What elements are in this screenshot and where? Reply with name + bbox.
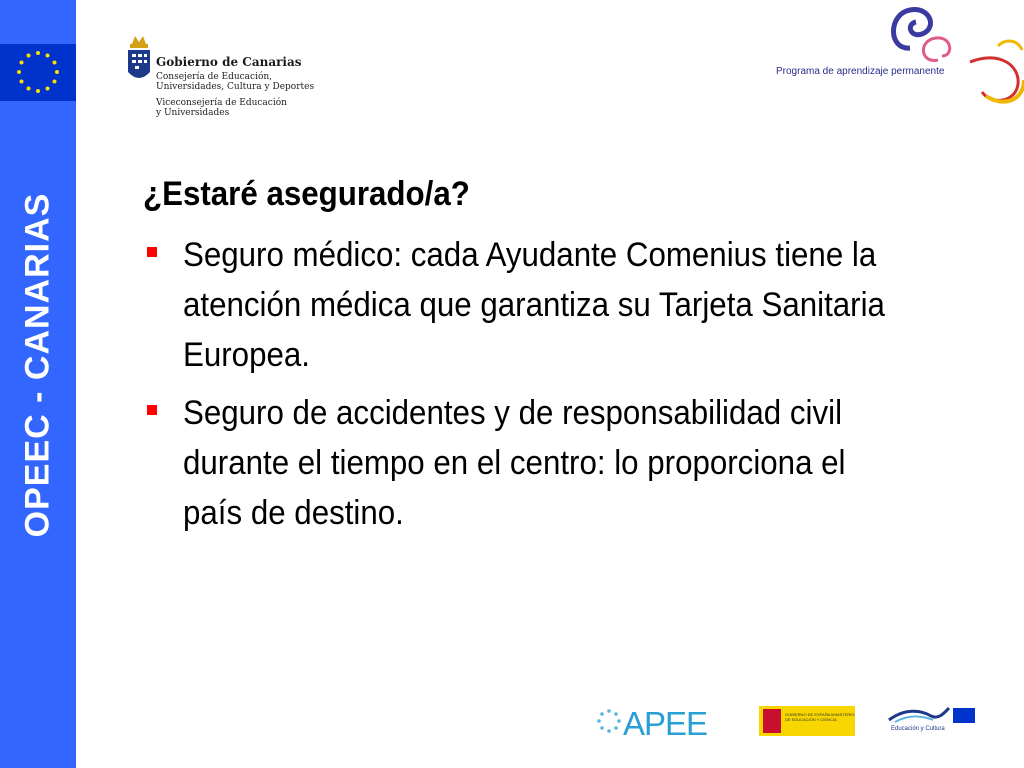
bullet-item — [143, 388, 963, 538]
gov-vice-department: Viceconsejería de Educación y Universidades — [156, 98, 287, 118]
bullet-text: Seguro médico: cada Ayudante Comenius tiene la atención médica que garantiza su Tarjeta Sanitaria Europea. — [183, 236, 885, 374]
sidebar-title: OPEEC - CANARIAS — [18, 192, 57, 538]
ministerio-logo — [759, 706, 855, 736]
edu-text: Educación y Cultura — [891, 726, 945, 732]
bullet-item — [143, 230, 963, 380]
bullet-square-icon — [147, 405, 157, 415]
wave-icon — [887, 702, 951, 726]
slide-heading: ¿Estaré asegurado/a? — [143, 175, 470, 213]
eu-flag-icon — [0, 44, 76, 101]
gov-title: Gobierno de Canarias — [156, 55, 302, 69]
educacion-cultura-logo — [887, 702, 977, 738]
gov-department: Consejería de Educación, Universidades, Cultura y Deportes — [156, 72, 315, 92]
sidebar — [0, 0, 76, 768]
slide-content — [143, 170, 963, 546]
bullet-square-icon — [147, 247, 157, 257]
apee-dots-icon — [595, 707, 623, 737]
eu-flag-small-icon — [953, 708, 975, 723]
canarias-emblem-icon — [124, 34, 154, 94]
programa-logo — [770, 0, 1024, 110]
ministerio-text: GOBIERNO DE ESPAÑA MINISTERIO DE EDUCACIÓN Y CIENCIA — [785, 712, 855, 722]
gobierno-canarias-logo — [124, 34, 344, 124]
spain-shield-icon — [763, 709, 781, 733]
program-text: Programa de aprendizaje permanente — [776, 66, 945, 77]
bullet-text: Seguro de accidentes y de responsabilidad civil durante el tiempo en el centro: lo proporciona el país de destino. — [183, 394, 846, 532]
footer-logos — [595, 700, 995, 740]
swirl-logo-icon — [770, 0, 1024, 110]
apee-text: APEE — [623, 705, 708, 742]
